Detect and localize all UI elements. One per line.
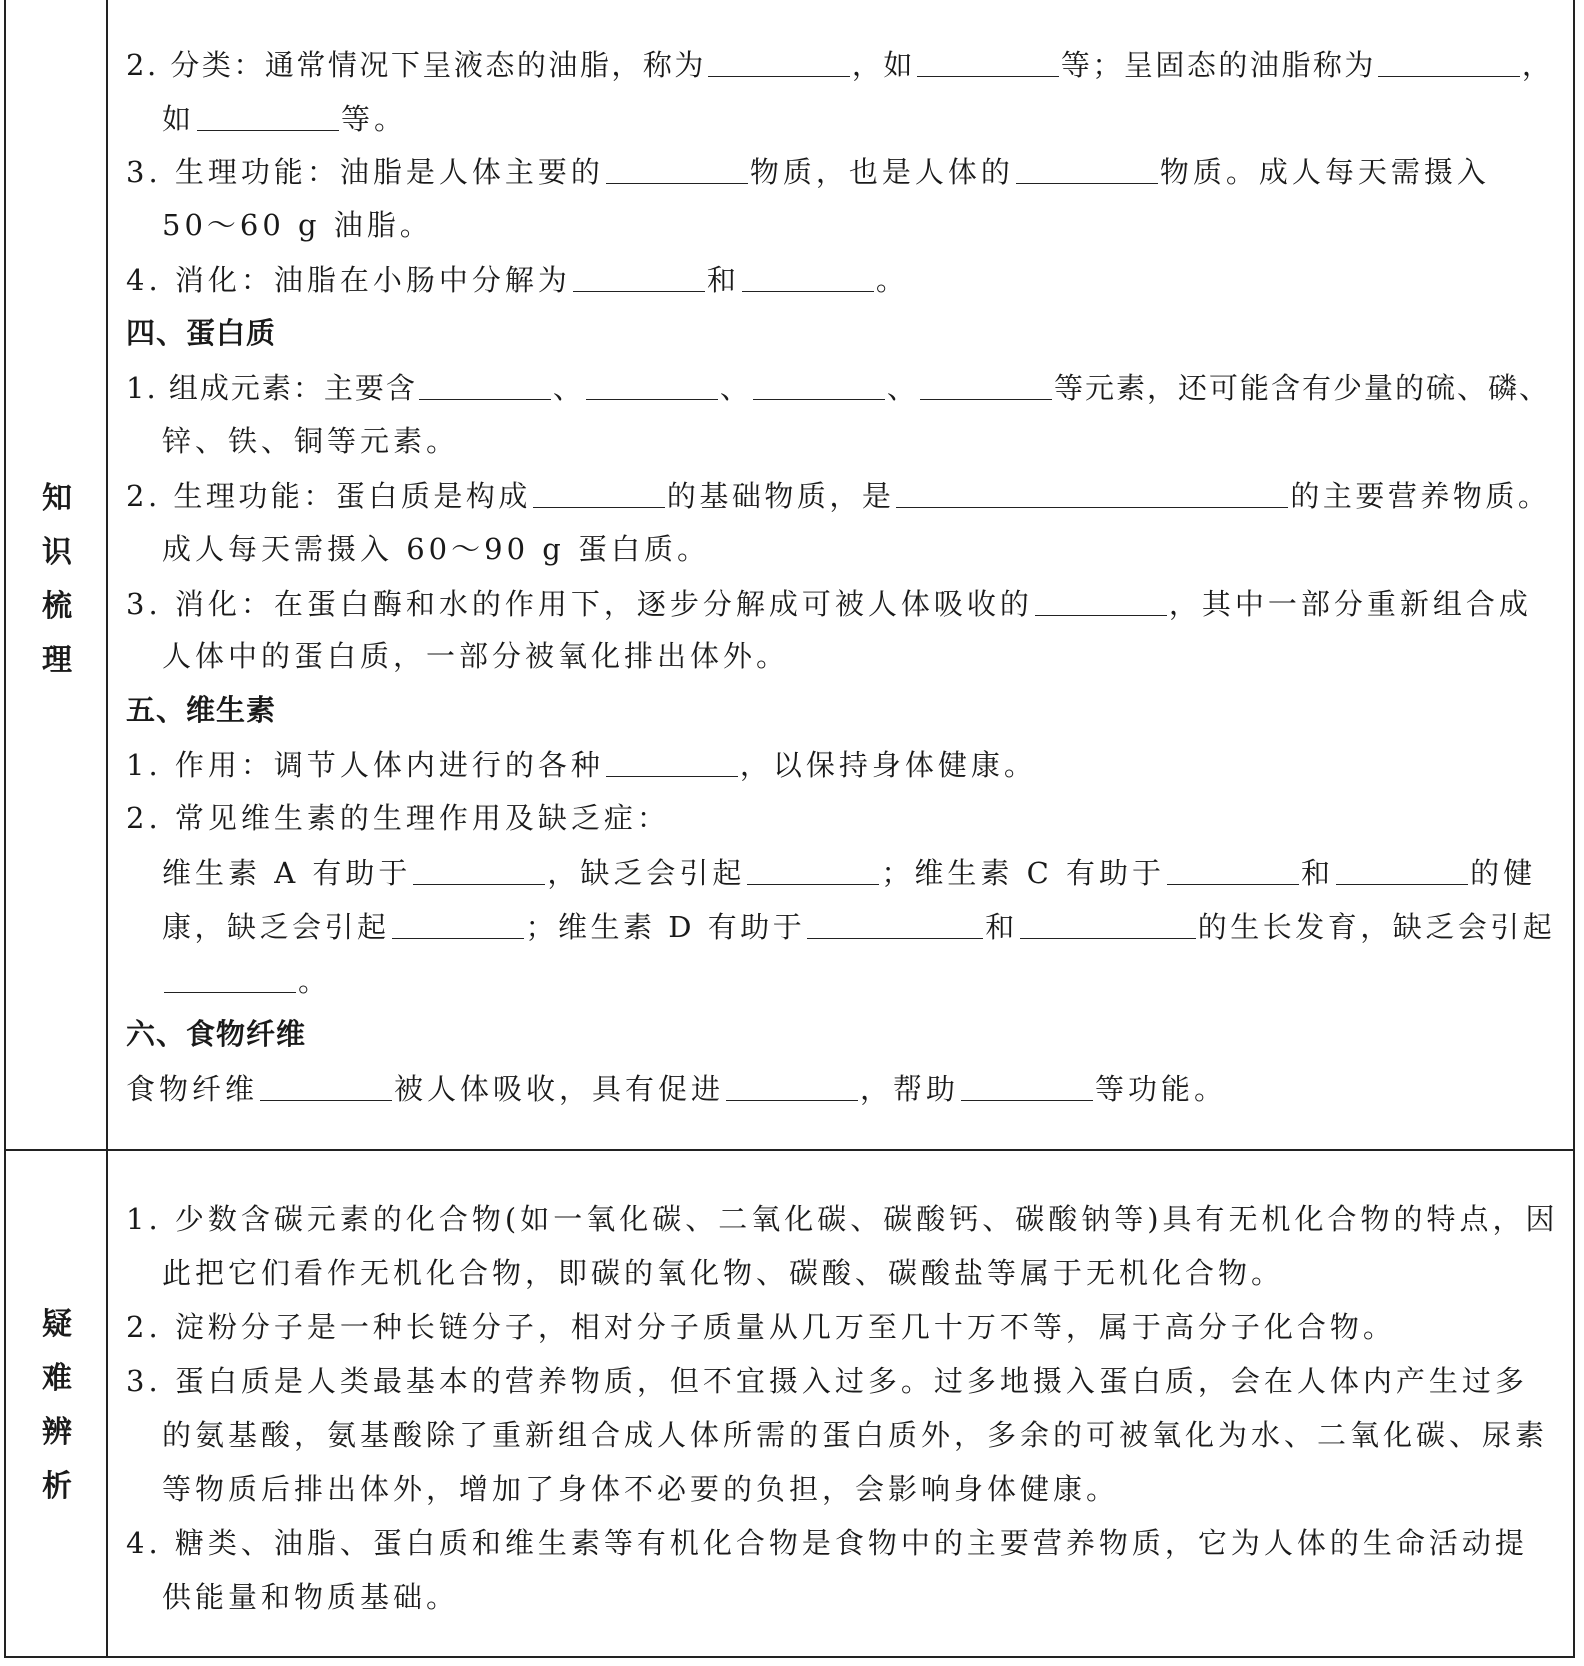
analysis-1-cont <box>162 1255 1284 1291</box>
side-char: 理 <box>42 643 72 678</box>
text: 的氨基酸，氨基酸除了重新组合成人体所需的蛋白质外，多余的可被氧化为水、二氧化碳、尿素 <box>162 1418 1549 1452</box>
text: 等功能。 <box>1095 1072 1228 1106</box>
knowledge-review-label <box>8 472 106 688</box>
side-char: 难 <box>42 1361 72 1396</box>
text: 四、蛋白质 <box>126 316 277 350</box>
text: 2. 生理功能：蛋白质是构成 <box>126 479 531 513</box>
text: 、 <box>886 371 918 405</box>
fiber-heading <box>126 1016 306 1052</box>
text: 。 <box>298 964 332 998</box>
text: 物质，也是人体的 <box>749 155 1014 189</box>
protein-heading <box>126 315 276 351</box>
answer-blank[interactable] <box>1167 854 1299 885</box>
text: ，其中一部分重新组合成 <box>1168 587 1532 621</box>
fat-digestion <box>126 261 909 298</box>
side-char: 知 <box>42 481 72 516</box>
answer-blank[interactable] <box>1020 908 1196 939</box>
text: 4. 消化：油脂在小肠中分解为 <box>126 263 571 297</box>
text: ，如 <box>851 48 915 82</box>
answer-blank[interactable] <box>807 908 983 939</box>
fat-function-cont <box>162 207 433 243</box>
side-char: 疑 <box>42 1307 72 1342</box>
text: 六、食物纤维 <box>126 1017 307 1051</box>
fiber-text <box>126 1070 1227 1107</box>
text: 1. 组成元素：主要含 <box>126 371 417 405</box>
analysis-3 <box>126 1363 1528 1399</box>
side-char: 辨 <box>42 1415 72 1450</box>
text: ；维生素 D 有助于 <box>525 910 806 944</box>
answer-blank[interactable] <box>586 369 718 400</box>
text: 1. 作用：调节人体内进行的各种 <box>126 748 604 782</box>
text: 等；呈固态的油脂称为 <box>1060 48 1376 82</box>
text: 2. 分类：通常情况下呈液态的油脂，称为 <box>126 48 706 82</box>
text: 和 <box>706 263 740 297</box>
answer-blank[interactable] <box>413 854 545 885</box>
text: 的生长发育，缺乏会引起 <box>1197 910 1556 944</box>
analysis-4 <box>126 1525 1528 1561</box>
analysis-2 <box>126 1309 1396 1345</box>
text: 2. 常见维生素的生理作用及缺乏症： <box>126 801 670 835</box>
answer-blank[interactable] <box>606 153 748 184</box>
text: 和 <box>1301 856 1335 890</box>
answer-blank[interactable] <box>1035 585 1167 616</box>
side-char: 识 <box>42 535 72 570</box>
answer-blank[interactable] <box>917 46 1059 77</box>
answer-blank[interactable] <box>747 854 879 885</box>
answer-blank[interactable] <box>197 100 339 131</box>
text: 成人每天需摄入 60～90 g 蛋白质。 <box>162 532 711 566</box>
protein-elements <box>126 369 1550 406</box>
text: 等元素，还可能含有少量的硫、磷、 <box>1053 371 1550 405</box>
vitamin-c-d <box>162 908 1555 945</box>
fat-function <box>126 153 1490 190</box>
text: 2. 淀粉分子是一种长链分子，相对分子质量从几万至几十万不等，属于高分子化合物。 <box>126 1310 1396 1344</box>
fat-classification-cont <box>162 100 407 137</box>
answer-blank[interactable] <box>392 908 524 939</box>
text: 此把它们看作无机化合物，即碳的氧化物、碳酸、碳酸盐等属于无机化合物。 <box>162 1256 1285 1290</box>
analysis-1 <box>126 1201 1559 1237</box>
column-divider <box>106 0 108 1658</box>
text: 4. 糖类、油脂、蛋白质和维生素等有机化合物是食物中的主要营养物质，它为人体的生命活动提 <box>126 1526 1528 1560</box>
vitamin-d-end <box>162 962 331 999</box>
protein-elements-cont <box>162 423 459 459</box>
text: 和 <box>985 910 1018 944</box>
answer-blank[interactable] <box>419 369 551 400</box>
answer-blank[interactable] <box>1378 46 1520 77</box>
fat-classification <box>126 46 1553 83</box>
text: 康，缺乏会引起 <box>162 910 390 944</box>
answer-blank[interactable] <box>573 261 705 292</box>
answer-blank[interactable] <box>1336 854 1468 885</box>
protein-digestion-cont <box>162 638 789 674</box>
answer-blank[interactable] <box>742 261 874 292</box>
text: 食物纤维 <box>126 1072 259 1106</box>
analysis-3-cont <box>162 1471 1119 1507</box>
answer-blank[interactable] <box>708 46 850 77</box>
text: 3. 消化：在蛋白酶和水的作用下，逐步分解成可被人体吸收的 <box>126 587 1033 621</box>
text: 锌、铁、铜等元素。 <box>162 424 460 458</box>
text: 、 <box>719 371 751 405</box>
answer-blank[interactable] <box>1016 153 1158 184</box>
protein-function-cont <box>162 531 710 567</box>
answer-blank[interactable] <box>920 369 1052 400</box>
answer-blank[interactable] <box>606 746 738 777</box>
text: 如 <box>162 102 196 136</box>
text: 供能量和物质基础。 <box>162 1580 460 1614</box>
analysis-3-cont <box>162 1417 1548 1453</box>
text: ， <box>1521 48 1554 82</box>
answer-blank[interactable] <box>164 962 296 993</box>
answer-blank[interactable] <box>533 477 665 508</box>
text: 的主要营养物质。 <box>1290 479 1551 513</box>
answer-blank[interactable] <box>896 477 1288 508</box>
text: 50～60 g 油脂。 <box>162 208 433 242</box>
text: 。 <box>875 263 909 297</box>
text: 的健 <box>1470 856 1537 890</box>
text: 1. 少数含碳元素的化合物(如一氧化碳、二氧化碳、碳酸钙、碳酸钠等)具有无机化合物的特点，因 <box>126 1202 1559 1236</box>
vitamin-common <box>126 800 670 836</box>
vitamin-role <box>126 746 1037 783</box>
analysis-4-cont <box>162 1579 459 1615</box>
vitamin-heading <box>126 692 276 728</box>
text: ，帮助 <box>860 1072 960 1106</box>
answer-blank[interactable] <box>726 1070 858 1101</box>
side-char: 析 <box>42 1469 72 1504</box>
vitamin-a-c <box>162 854 1536 891</box>
text: 五、维生素 <box>126 693 277 727</box>
answer-blank[interactable] <box>260 1070 392 1101</box>
text: 3. 蛋白质是人类最基本的营养物质，但不宜摄入过多。过多地摄入蛋白质，会在人体内产生过多 <box>126 1364 1528 1398</box>
text: 的基础物质，是 <box>666 479 895 513</box>
text: 人体中的蛋白质，一部分被氧化排出体外。 <box>162 639 790 673</box>
protein-digestion <box>126 585 1532 622</box>
difficulty-analysis-label <box>8 1298 106 1514</box>
text: 、 <box>552 371 584 405</box>
side-char: 梳 <box>42 589 72 624</box>
text: ，以保持身体健康。 <box>739 748 1037 782</box>
text: 3. 生理功能：油脂是人体主要的 <box>126 155 604 189</box>
text: 物质。成人每天需摄入 <box>1159 155 1490 189</box>
answer-blank[interactable] <box>753 369 885 400</box>
text: ，缺乏会引起 <box>547 856 746 890</box>
text: 被人体吸收，具有促进 <box>394 1072 725 1106</box>
text: 等物质后排出体外，增加了身体不必要的负担，会影响身体健康。 <box>162 1472 1120 1506</box>
row-divider <box>4 1149 1575 1151</box>
answer-blank[interactable] <box>961 1070 1093 1101</box>
text: 维生素 A 有助于 <box>162 856 412 890</box>
protein-function <box>126 477 1550 514</box>
text: ；维生素 C 有助于 <box>881 856 1166 890</box>
text: 等。 <box>341 102 408 136</box>
